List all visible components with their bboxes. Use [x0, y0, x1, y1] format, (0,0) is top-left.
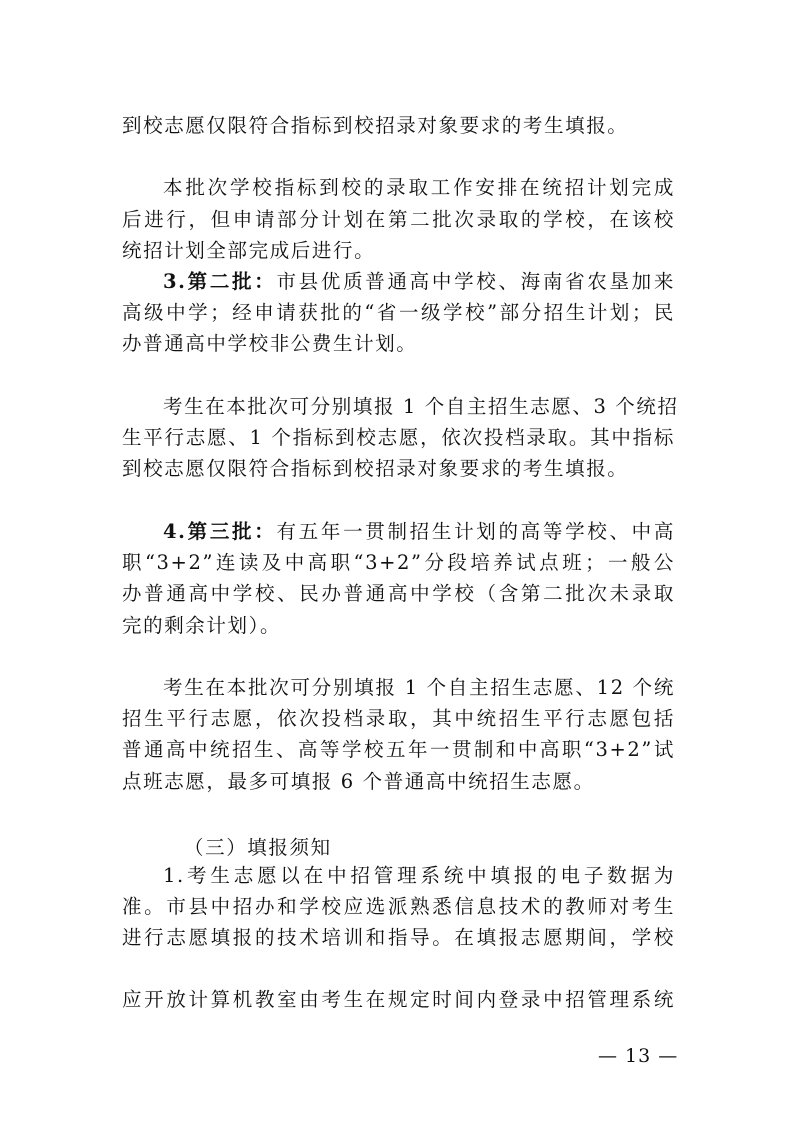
paragraph-line: 统招计划全部完成后进行。 [122, 239, 376, 262]
paragraph-line: 1.考生志愿以在中招管理系统中填报的电子数据为 [163, 864, 675, 887]
batch-3-line [0, 520, 793, 544]
paragraph-line: 高级中学；经申请获批的“省一级学校”部分招生计划；民 [122, 301, 675, 324]
paragraph-line: 考生在本批次可分别填报 1 个自主招生志愿、12 个统 [163, 676, 675, 699]
paragraph-line: 职“3+2”连读及中高职“3+2”分段培养试点班；一般公 [122, 551, 675, 574]
paragraph-line: 进行志愿填报的技术培训和指导。在填报志愿期间，学校 [122, 926, 675, 949]
paragraph-line: 应开放计算机教室由考生在规定时间内登录中招管理系统 [122, 988, 675, 1011]
paragraph-line: 到校志愿仅限符合指标到校招录对象要求的考生填报。 [122, 114, 629, 137]
paragraph-line: 考生在本批次可分别填报 1 个自主招生志愿、3 个统招 [163, 395, 679, 418]
paragraph-line: 到校志愿仅限符合指标到校招录对象要求的考生填报。 [122, 457, 629, 480]
batch-2-heading: 3.第二批： [163, 270, 277, 293]
paragraph-line: 完的剩余计划）。 [122, 614, 282, 637]
batch-2-text: 市县优质普通高中学校、海南省农垦加来 [276, 270, 675, 293]
paragraph-line: 准。市县中招办和学校应选派熟悉信息技术的教师对考生 [122, 895, 675, 918]
paragraph-line: 办普通高中学校非公费生计划。 [122, 332, 418, 355]
paragraph-line: 办普通高中学校、民办普通高中学校（含第二批次未录取 [122, 582, 675, 605]
section-heading: （三）填报须知 [184, 836, 332, 859]
paragraph-line: 后进行，但申请部分计划在第二批次录取的学校，在该校 [122, 208, 675, 231]
paragraph-line: 本批次学校指标到校的录取工作安排在统招计划完成 [163, 176, 675, 199]
batch-3-heading: 4.第三批： [163, 520, 277, 543]
paragraph-line: 点班志愿，最多可填报 6 个普通高中统招生志愿。 [122, 770, 595, 793]
batch-3-text: 有五年一贯制招生计划的高等学校、中高 [276, 520, 675, 543]
batch-2-line [0, 270, 793, 294]
paragraph-line: 生平行志愿、1 个指标到校志愿，依次投档录取。其中指标 [122, 426, 675, 449]
paragraph-line: 招生平行志愿，依次投档录取，其中统招生平行志愿包括 [122, 707, 675, 730]
page-number: — 13 — [598, 1045, 679, 1067]
paragraph-line: 普通高中统招生、高等学校五年一贯制和中高职“3+2”试 [122, 738, 675, 761]
